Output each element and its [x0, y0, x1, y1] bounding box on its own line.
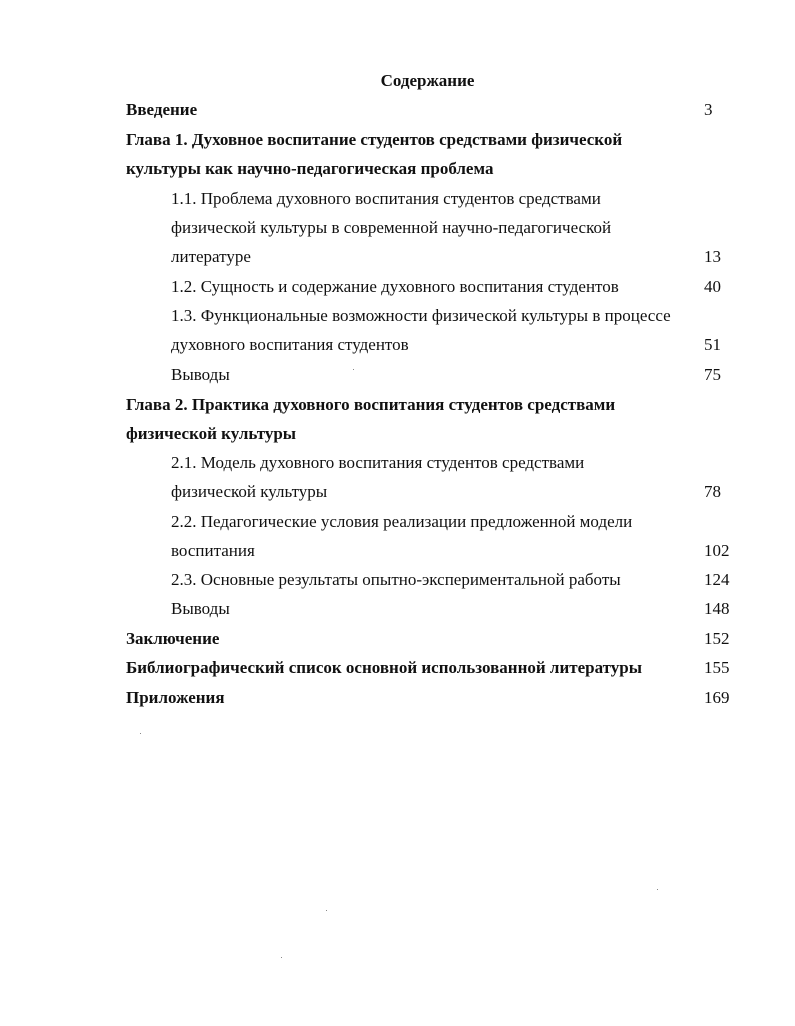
toc-intro-label: Введение [126, 100, 198, 119]
toc-section-1-1-line3: литературе [171, 247, 251, 266]
toc-section-2-1-line1: 2.1. Модель духовного воспитания студентов средствами [171, 453, 585, 472]
toc-appendices-page: 169 [704, 688, 730, 707]
toc-section-1-1-line2: физической культуры в современной научно-педагогической [171, 218, 612, 237]
toc-section-2-2-page: 102 [704, 541, 730, 560]
scan-speck [326, 910, 327, 911]
toc-section-1-1-line1: 1.1. Проблема духовного воспитания студентов средствами [171, 189, 601, 208]
toc-section-2-3-page: 124 [704, 570, 730, 589]
scan-speck [657, 889, 658, 890]
toc-chapter1-heading-line1: Глава 1. Духовное воспитание студентов средствами физической [126, 130, 623, 149]
toc-chapter2-heading-line2: физической культуры [126, 424, 297, 443]
toc-section-1-3-line2: духовного воспитания студентов [171, 335, 409, 354]
toc-chapter1-heading-line2: культуры как научно-педагогическая проблема [126, 159, 494, 178]
toc-chapter1-conclusions-page: 75 [704, 365, 721, 384]
toc-section-1-1-page: 13 [704, 247, 721, 266]
toc-conclusion-page: 152 [704, 629, 730, 648]
toc-intro-page: 3 [704, 100, 713, 119]
toc-section-2-1-line2: физической культуры [171, 482, 328, 501]
toc-section-1-3-page: 51 [704, 335, 721, 354]
toc-section-1-2-line1: 1.2. Сущность и содержание духовного воспитания студентов [171, 277, 619, 296]
toc-chapter2-heading-line1: Глава 2. Практика духовного воспитания студентов средствами [126, 395, 616, 414]
toc-chapter2-conclusions-page: 148 [704, 599, 730, 618]
page-title: Содержание [380, 71, 475, 90]
toc-chapter2-conclusions: Выводы [171, 599, 230, 618]
toc-chapter1-conclusions: Выводы [171, 365, 230, 384]
toc-section-2-2-line2: воспитания [171, 541, 255, 560]
scan-speck [281, 957, 282, 958]
toc-section-2-2-line1: 2.2. Педагогические условия реализации предложенной модели [171, 512, 633, 531]
scan-speck [140, 733, 141, 734]
toc-appendices-label: Приложения [126, 688, 225, 707]
scan-speck [353, 369, 354, 370]
toc-section-1-3-line1: 1.3. Функциональные возможности физической культуры в процессе [171, 306, 671, 325]
toc-section-1-2-page: 40 [704, 277, 721, 296]
toc-bibliography-page: 155 [704, 658, 730, 677]
toc-section-2-1-page: 78 [704, 482, 721, 501]
toc-conclusion-label: Заключение [126, 629, 220, 648]
toc-bibliography-label: Библиографический список основной использованной литературы [126, 658, 643, 677]
toc-section-2-3-line1: 2.3. Основные результаты опытно-экспериментальной работы [171, 570, 621, 589]
